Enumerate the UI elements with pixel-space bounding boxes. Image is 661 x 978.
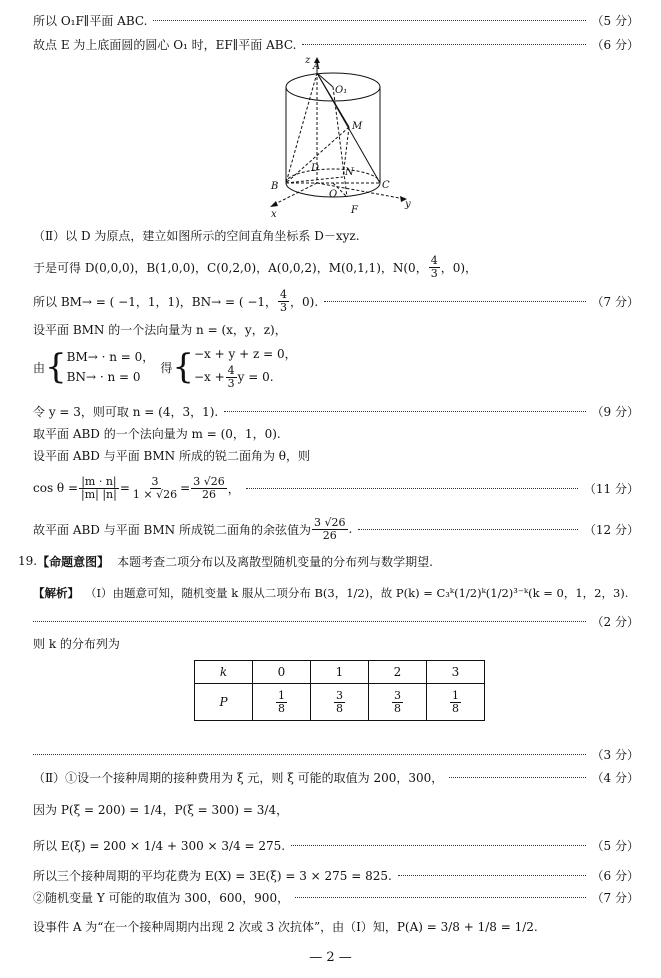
score-1: （5 分） bbox=[591, 13, 639, 28]
leader-dots bbox=[302, 44, 585, 45]
line-18 bbox=[33, 768, 639, 786]
section-tag: 【命题意图】 bbox=[37, 554, 110, 569]
line-6 bbox=[33, 320, 639, 338]
line-16-text: 则 k 的分布列为 bbox=[33, 636, 120, 651]
cylinder-figure bbox=[255, 55, 415, 220]
line-5-post: ，0). bbox=[290, 294, 319, 309]
table-cell: $\frac{3}{8}$ bbox=[311, 684, 369, 721]
score-7b: （7 分） bbox=[591, 890, 639, 905]
leader-dots bbox=[153, 20, 585, 21]
line-21 bbox=[33, 866, 639, 884]
table-cell: 2 bbox=[369, 661, 427, 684]
line-12-tail: . bbox=[348, 522, 353, 536]
line-5 bbox=[33, 288, 639, 314]
label-O: O bbox=[329, 189, 338, 200]
line-8-text: 令 y = 3，则可取 n = (4，3，1). bbox=[33, 404, 219, 419]
table-cell: P bbox=[195, 684, 253, 721]
line-1 bbox=[33, 11, 639, 29]
brace-left: { bbox=[45, 347, 67, 387]
sys-row-3: −x + y + z = 0， bbox=[193, 347, 297, 361]
line-4-pre: (0， bbox=[403, 260, 428, 275]
leader-dots bbox=[295, 897, 585, 898]
page-number: — 2 — bbox=[309, 950, 352, 965]
table-row bbox=[195, 684, 485, 721]
table-cell: $\frac{1}{8}$ bbox=[253, 684, 311, 721]
table-cell: 3 bbox=[427, 661, 485, 684]
line-21-text: 所以三个接种周期的平均花费为 E(X) = 3E(ξ) = 3 × 275 = 825. bbox=[33, 868, 392, 883]
leader-dots bbox=[291, 845, 585, 846]
line-12 bbox=[33, 514, 639, 544]
label-M: M bbox=[352, 121, 363, 132]
x-axis bbox=[273, 183, 317, 205]
line-20 bbox=[33, 832, 639, 858]
label-F: F bbox=[351, 205, 358, 216]
label-B: B bbox=[271, 181, 279, 192]
line-3 bbox=[33, 226, 639, 244]
table-cell: 0 bbox=[253, 661, 311, 684]
line-14 bbox=[33, 580, 639, 606]
line-22 bbox=[33, 888, 639, 906]
leader-dots bbox=[33, 754, 586, 755]
line-2-text: 故点 E 为上底面圆的圆心 O₁ 时，EF∥平面 ABC. bbox=[33, 37, 297, 52]
table-cell: $\frac{1}{8}$ bbox=[427, 684, 485, 721]
line-17 bbox=[33, 745, 639, 763]
leader-dots bbox=[449, 777, 585, 778]
line-4-text: 于是可得 D(0,0,0)，B(1,0,0)，C(0,2,0)，A(0,0,2)，M(0,1,1)，N bbox=[33, 260, 404, 275]
line-19 bbox=[33, 796, 639, 822]
leader-dots bbox=[33, 621, 586, 622]
label-y: y bbox=[405, 199, 411, 210]
score-6b: （6 分） bbox=[591, 868, 639, 883]
label-N: N bbox=[345, 167, 354, 178]
line-9-text: 取平面 ABD 的一个法向量为 m = (0，1，0). bbox=[33, 426, 281, 441]
fraction: $\frac{3 √26}{26}$ bbox=[193, 474, 225, 501]
table-row bbox=[195, 661, 485, 684]
fraction: $\frac{3}{1 \times √26}$ bbox=[132, 474, 178, 501]
leader-dots bbox=[246, 488, 578, 489]
label-C: C bbox=[382, 180, 390, 191]
table-cell: 1 bbox=[311, 661, 369, 684]
leader-dots bbox=[398, 875, 586, 876]
question-number: 19. bbox=[18, 554, 38, 568]
line-20-text: 所以 E(ξ) = 200 × 1/4 + 300 × 3/4 = 275. bbox=[33, 838, 286, 853]
cos-eq2: = bbox=[180, 481, 191, 495]
sys-prefix: 由 bbox=[33, 360, 46, 375]
fraction: $\frac{3 √26}{26}$ bbox=[313, 515, 346, 542]
sys-mid: 得 bbox=[160, 360, 173, 375]
line-12-text: 故平面 ABD 与平面 BMN 所成锐二面角的余弦值为 bbox=[33, 522, 311, 537]
section-tag: 【解析】 bbox=[33, 586, 79, 600]
score-3: （3 分） bbox=[591, 747, 639, 762]
cos-line bbox=[33, 472, 639, 504]
label-D: D bbox=[311, 163, 320, 174]
line-23-text: 设事件 A 为“在一个接种周期内出现 2 次或 3 次抗体”，由（Ⅰ）知，P(A) = 3/8 + 1/8 = 1/2. bbox=[33, 919, 538, 934]
line-16 bbox=[33, 634, 639, 652]
cos-lhs: cos θ = bbox=[33, 481, 79, 495]
score-4: （4 分） bbox=[591, 770, 639, 785]
table-cell: $\frac{3}{8}$ bbox=[369, 684, 427, 721]
line-15 bbox=[33, 612, 639, 630]
score-11: （11 分） bbox=[583, 481, 639, 496]
score-5: （5 分） bbox=[591, 838, 639, 853]
equation-system bbox=[33, 344, 297, 390]
line-2 bbox=[33, 35, 639, 53]
line-18-text: （Ⅱ）①设一个接种周期的接种费用为 ξ 元，则 ξ 可能的取值为 200，300， bbox=[33, 770, 444, 785]
fraction: $\frac{4}{3}$ bbox=[430, 253, 438, 280]
line-19-text: 因为 P(ξ = 200) = 1/4，P(ξ = 300) = 3/4， bbox=[33, 802, 289, 817]
fraction: $\frac{4}{3}$ bbox=[280, 287, 288, 314]
line-5-text: 所以 BM→ = ( −1，1，1)，BN→ = ( −1， bbox=[33, 294, 278, 309]
line-10 bbox=[33, 446, 639, 464]
table-cell: k bbox=[195, 661, 253, 684]
score-12: （12 分） bbox=[583, 522, 639, 537]
sys-row-4a: −x + bbox=[193, 370, 225, 384]
label-z: z bbox=[305, 55, 311, 66]
label-x: x bbox=[271, 209, 277, 220]
leader-dots bbox=[324, 301, 585, 302]
distribution-table bbox=[194, 660, 485, 721]
line-10-text: 设平面 ABD 与平面 BMN 所成的锐二面角为 θ，则 bbox=[33, 448, 311, 463]
line-4 bbox=[33, 254, 639, 280]
fraction: $\frac{|m \cdot n|}{|m| |n|}$ bbox=[81, 474, 117, 501]
line-6-text: 设平面 BMN 的一个法向量为 n = (x，y，z)， bbox=[33, 322, 287, 337]
score-7: （7 分） bbox=[591, 294, 639, 309]
line-3-text: （Ⅱ）以 D 为原点，建立如图所示的空间直角坐标系 D－xyz. bbox=[33, 228, 360, 243]
line-9 bbox=[33, 424, 639, 442]
line-1-text: 所以 O₁F∥平面 ABC. bbox=[33, 13, 148, 28]
line-13-text: 本题考查二项分布以及离散型随机变量的分布列与数学期望. bbox=[117, 554, 433, 569]
sys-row-4b: y = 0. bbox=[237, 370, 274, 384]
sys-row-2: BN→ · n = 0 bbox=[66, 370, 141, 384]
line-4-post: ，0)， bbox=[440, 260, 478, 275]
line-14-text: （Ⅰ）由题意可知，随机变量 k 服从二项分布 B(3，1/2)，故 P(k) = C₃ᵏ(1/2)ᵏ(1/2)³⁻ᵏ(k = 0，1，2，3). bbox=[85, 586, 629, 600]
leader-dots bbox=[224, 411, 585, 412]
line-22-text: ②随机变量 Y 可能的取值为 300，600，900， bbox=[33, 890, 290, 905]
line-8 bbox=[33, 402, 639, 420]
score-9: （9 分） bbox=[591, 404, 639, 419]
fraction: $\frac{4}{3}$ bbox=[227, 363, 235, 390]
cos-eq: = bbox=[119, 481, 130, 495]
brace-right: { bbox=[172, 347, 194, 387]
leader-dots bbox=[358, 529, 578, 530]
line-13 bbox=[18, 552, 639, 570]
line-23 bbox=[33, 914, 639, 938]
cos-tail: ， bbox=[227, 481, 240, 496]
label-A: A bbox=[313, 61, 321, 72]
label-O1: O₁ bbox=[335, 85, 348, 96]
sys-row-1: BM→ · n = 0， bbox=[66, 350, 155, 364]
score-2b: （2 分） bbox=[591, 614, 639, 629]
score-2: （6 分） bbox=[591, 37, 639, 52]
